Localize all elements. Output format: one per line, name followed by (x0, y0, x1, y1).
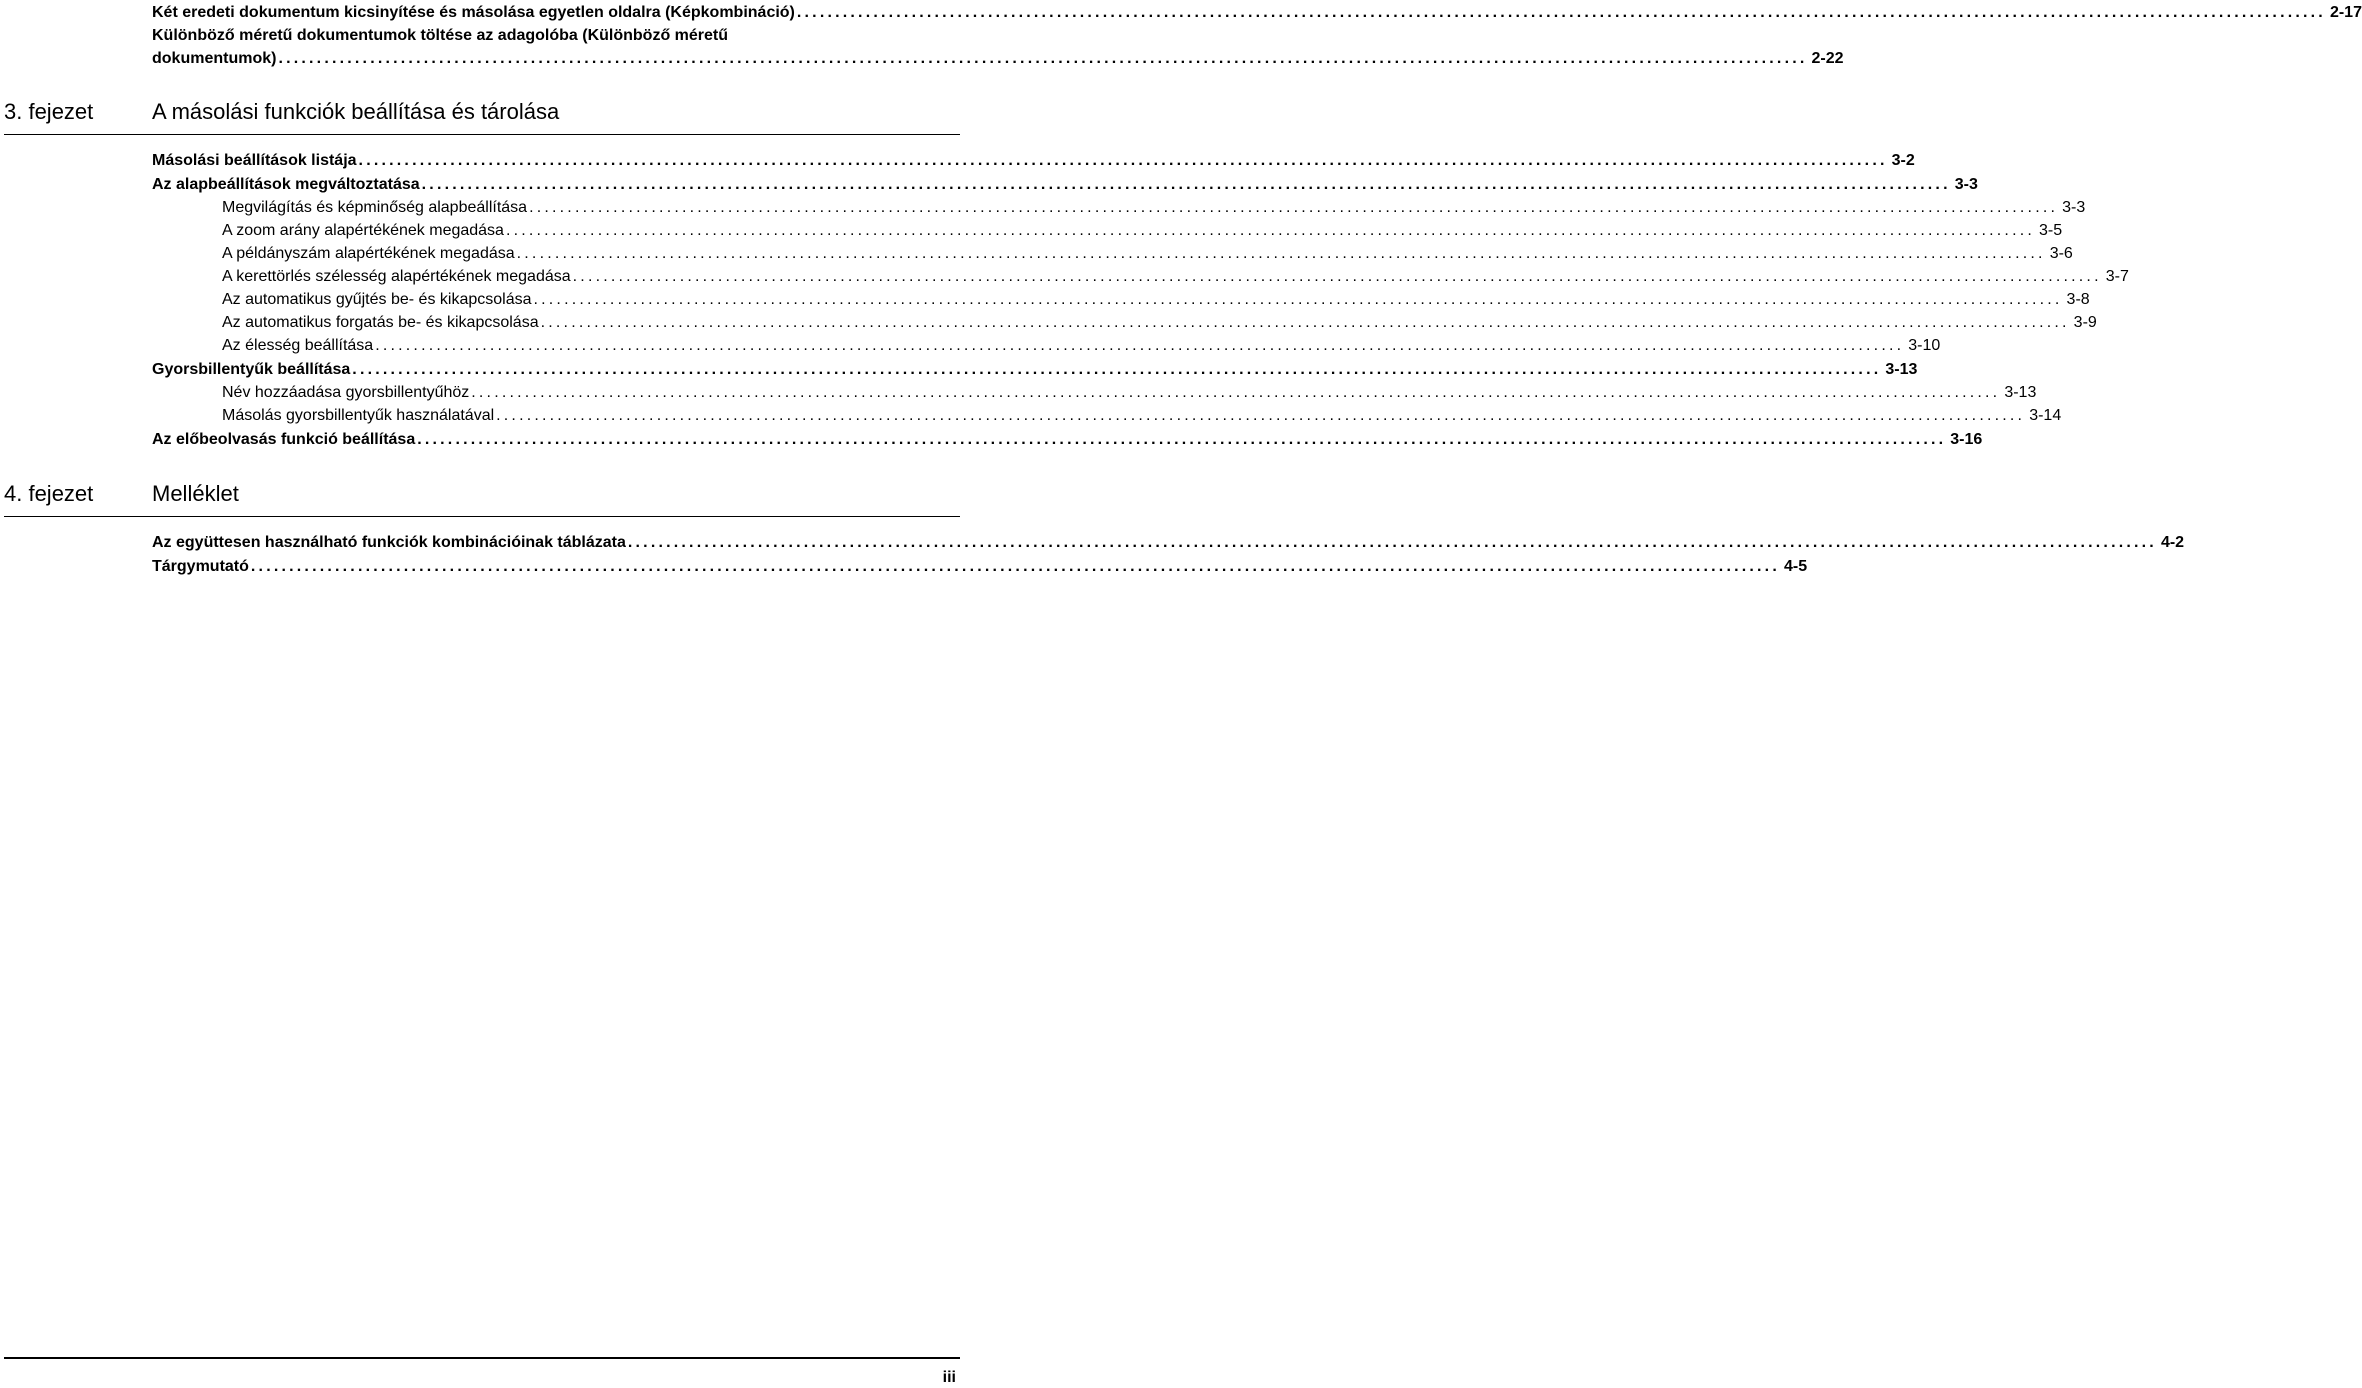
toc-entry[interactable] (222, 312, 2097, 334)
toc-entry[interactable] (222, 335, 1941, 357)
toc-entry-page: 2-22 (1811, 50, 1844, 67)
toc-entry[interactable] (152, 556, 1808, 578)
toc-entry-title: Az élesség beállítása (222, 337, 374, 354)
dot-leader: ........................................................................................................................................................................................................ (516, 245, 2046, 262)
toc-entry-page: 3-10 (1908, 337, 1941, 354)
toc-entry-title: dokumentumok) (152, 50, 277, 67)
toc-entry-title: Megvilágítás és képminőség alapbeállítása (222, 199, 528, 216)
toc-entry[interactable] (152, 174, 1978, 196)
chapter-rule (4, 516, 960, 517)
toc-entry-page: 4-5 (1783, 558, 1808, 575)
toc-entry-title-line1[interactable]: Különböző méretű dokumentumok töltése az adagolóba (Különböző méretű (152, 27, 729, 44)
toc-entry[interactable] (222, 197, 2086, 219)
toc-entry-page: 4-2 (2160, 534, 2185, 551)
page-number: iii (942, 1369, 956, 1386)
toc-entry-title: Név hozzáadása gyorsbillentyűhöz (222, 384, 470, 401)
toc-entry-title: Az előbeolvasás funkció beállítása (152, 431, 416, 448)
chapter-heading (4, 480, 960, 520)
footer-rule (4, 1357, 960, 1359)
toc-entry-title: Tárgymutató (152, 558, 249, 575)
toc-entry-page: 3-7 (2105, 268, 2129, 285)
dot-leader: ........................................................................................................................................................................................................ (421, 176, 1951, 193)
toc-entry-page: 3-9 (2073, 314, 2097, 331)
toc-entry-page: 3-8 (2066, 291, 2090, 308)
toc-entry-page: 3-6 (2049, 245, 2073, 262)
toc-entry[interactable] (222, 382, 2037, 404)
dot-leader: ........................................................................................................................................................................................................ (796, 4, 2326, 21)
toc-entry[interactable] (222, 220, 2063, 242)
toc-entry-page: 3-3 (2062, 199, 2086, 216)
dot-leader: ........................................................................................................................................................................................................ (540, 314, 2070, 331)
toc-entry[interactable] (152, 48, 1844, 70)
toc-entry-page: 3-3 (1954, 176, 1978, 193)
toc-entry[interactable] (222, 243, 2073, 265)
dot-leader: ........................................................................................................................................................................................................ (358, 152, 1888, 169)
chapter-title: Melléklet (152, 481, 239, 506)
toc-entry[interactable] (222, 405, 2062, 427)
toc-entry-title: Az automatikus forgatás be- és kikapcsolása (222, 314, 539, 331)
toc-entry-title: A példányszám alapértékének megadása (222, 245, 515, 262)
toc-entry-page: 3-5 (2039, 222, 2063, 239)
toc-entry-title: Az együttesen használható funkciók kombinációinak táblázata (152, 534, 626, 551)
toc-entry-title: Az automatikus gyűjtés be- és kikapcsolása (222, 291, 532, 308)
toc-entry-page: 3-14 (2029, 407, 2062, 424)
toc-entry-page: 3-16 (1950, 431, 1983, 448)
toc-entry-page: 3-13 (2004, 384, 2037, 401)
dot-leader: ........................................................................................................................................................................................................ (375, 337, 1905, 354)
toc-entry-title: Két eredeti dokumentum kicsinyítése és másolása egyetlen oldalra (Képkombináció) (152, 4, 795, 21)
toc-entry-title: Az alapbeállítások megváltoztatása (152, 176, 420, 193)
toc-entry-page: 3-2 (1891, 152, 1915, 169)
toc-entry-title: Másolás gyorsbillentyűk használatával (222, 407, 495, 424)
toc-entry-title: Gyorsbillentyűk beállítása (152, 361, 351, 378)
chapter-title: A másolási funkciók beállítása és tárolása (152, 99, 560, 124)
dot-leader: ........................................................................................................................................................................................................ (496, 407, 2026, 424)
toc-entry[interactable] (222, 266, 2129, 288)
toc-entry[interactable] (152, 150, 1915, 172)
dot-leader: ........................................................................................................................................................................................................ (278, 50, 1808, 67)
dot-leader: ........................................................................................................................................................................................................ (417, 431, 1947, 448)
chapter-number: 3. fejezet (4, 99, 94, 124)
dot-leader: ........................................................................................................................................................................................................ (533, 291, 2063, 308)
toc-entry[interactable] (152, 2, 2362, 24)
toc-entry[interactable] (152, 429, 1983, 451)
dot-leader: ........................................................................................................................................................................................................ (352, 361, 1882, 378)
dot-leader: ........................................................................................................................................................................................................ (627, 534, 2157, 551)
dot-leader: ........................................................................................................................................................................................................ (250, 558, 1780, 575)
toc-entry-page: 3-13 (1885, 361, 1918, 378)
toc-entry-title: A zoom arány alapértékének megadása (222, 222, 504, 239)
toc-entry-page: 2-17 (2329, 4, 2362, 21)
dot-leader: ........................................................................................................................................................................................................ (505, 222, 2036, 239)
chapter-heading (4, 98, 960, 138)
dot-leader: ........................................................................................................................................................................................................ (529, 199, 2059, 216)
toc-entry[interactable] (152, 359, 1918, 381)
chapter-number: 4. fejezet (4, 481, 94, 506)
toc-entry-title: Másolási beállítások listája (152, 152, 357, 169)
dot-leader: ........................................................................................................................................................................................................ (471, 384, 2001, 401)
toc-entry[interactable] (222, 289, 2090, 311)
chapter-rule (4, 134, 960, 135)
toc-entry-title: A kerettörlés szélesség alapértékének megadása (222, 268, 571, 285)
dot-leader: ........................................................................................................................................................................................................ (572, 268, 2102, 285)
toc-entry[interactable] (152, 532, 2185, 554)
